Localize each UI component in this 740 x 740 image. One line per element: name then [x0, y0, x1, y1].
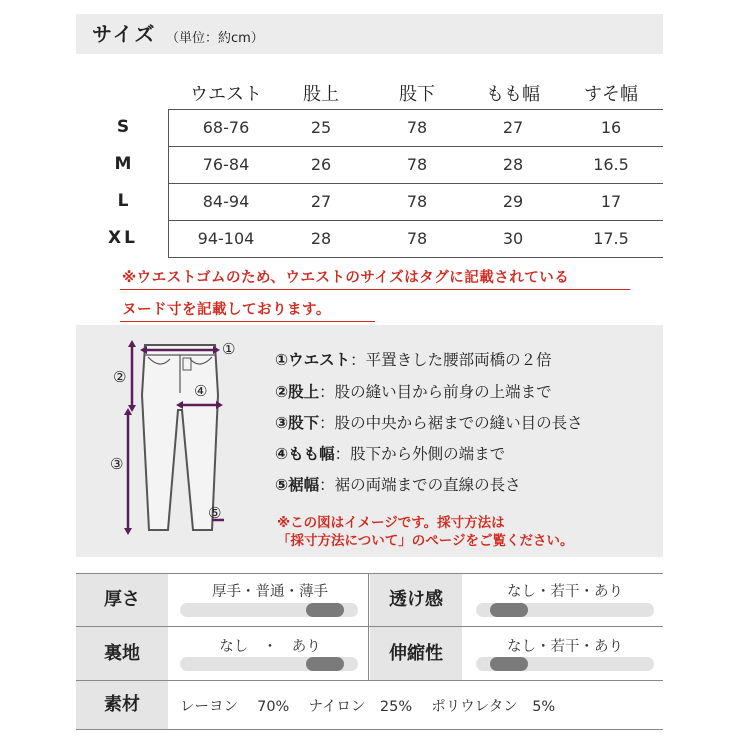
- row-size-label: XL: [108, 228, 138, 248]
- thickness-indicator: [306, 603, 344, 617]
- note-underline: [120, 289, 630, 290]
- transparency-indicator: [490, 603, 528, 617]
- table-cell: 28: [502, 155, 524, 174]
- table-cell: 78: [406, 192, 428, 211]
- table-cell: 78: [406, 155, 428, 174]
- col-header-hem: すそ幅: [584, 84, 638, 105]
- desc-rise: ②股上：股の縫い目から前身の上端まで: [275, 383, 552, 401]
- col-header-thigh: もも幅: [486, 84, 540, 105]
- label-lining: 裏地: [76, 627, 168, 680]
- material-value: レーヨン 70% ナイロン 25% ポリウレタン 5%: [180, 699, 556, 715]
- marker-5: ⑤: [208, 504, 222, 522]
- waist-note-line2: ヌード寸を記載しております。: [122, 302, 331, 318]
- marker-3: ③: [110, 455, 124, 473]
- table-cell: 17.5: [593, 229, 629, 248]
- label-material: 素材: [76, 681, 168, 729]
- table-divider: [168, 220, 663, 221]
- table-cell: 76-84: [202, 155, 250, 174]
- note-underline: [120, 321, 375, 322]
- desc-hem: ⑤裾幅：裾の両端までの直線の長さ: [275, 476, 521, 494]
- col-header-rise: 股上: [303, 84, 339, 105]
- row-size-label: S: [116, 117, 130, 137]
- table-cell: 84-94: [202, 192, 250, 211]
- marker-4: ④: [194, 382, 208, 400]
- table-cell: 94-104: [197, 229, 255, 248]
- lining-options: なし ・ あり: [219, 639, 321, 655]
- diagram-note-line2: 「採寸方法について」のページをご覧ください。: [277, 533, 574, 549]
- desc-thigh: ④もも幅：股下から外側の端まで: [275, 445, 506, 463]
- table-cell: 30: [502, 229, 524, 248]
- lining-indicator: [306, 657, 344, 671]
- thickness-options: 厚手・普通・薄手: [212, 584, 328, 600]
- size-title: サイズ: [92, 22, 157, 46]
- table-divider: [168, 183, 663, 184]
- unit-label: （単位：約cm）: [166, 31, 264, 46]
- table-cell: 16: [600, 118, 622, 137]
- size-header-bar: [76, 14, 663, 54]
- table-cell: 78: [406, 229, 428, 248]
- marker-2: ②: [113, 368, 127, 386]
- table-cell: 68-76: [202, 118, 250, 137]
- transparency-options: なし・若干・あり: [507, 584, 623, 600]
- desc-inseam: ③股下：股の中央から裾までの縫い目の長さ: [275, 414, 583, 432]
- row-size-label: L: [117, 191, 129, 211]
- waist-note-line1: ※ウエストゴムのため、ウエストのサイズはタグに記載されている: [122, 270, 570, 286]
- table-cell: 28: [310, 229, 332, 248]
- table-cell: 17: [600, 192, 622, 211]
- table-vertical-divider: [168, 110, 169, 258]
- pants-diagram: [100, 335, 260, 535]
- attr-divider: [76, 729, 663, 730]
- attr-column-divider: [368, 574, 369, 680]
- col-header-waist: ウエスト: [190, 84, 262, 105]
- table-cell: 25: [310, 118, 332, 137]
- table-divider: [168, 257, 663, 258]
- table-cell: 27: [502, 118, 524, 137]
- label-thickness: 厚さ: [76, 574, 168, 626]
- stretch-options: なし・若干・あり: [507, 639, 623, 655]
- table-cell: 27: [310, 192, 332, 211]
- table-cell: 29: [502, 192, 524, 211]
- table-divider: [168, 109, 663, 110]
- desc-waist: ①ウエスト：平置きした腰部両橋の２倍: [275, 351, 552, 369]
- table-cell: 16.5: [593, 155, 629, 174]
- label-stretch: 伸縮性: [370, 627, 462, 680]
- table-cell: 78: [406, 118, 428, 137]
- col-header-inseam: 股下: [399, 84, 435, 105]
- table-divider: [168, 146, 663, 147]
- diagram-note-line1: ※この図はイメージです。採寸方法は: [277, 515, 505, 531]
- stretch-indicator: [490, 657, 528, 671]
- label-transparency: 透け感: [370, 574, 462, 626]
- table-cell: 26: [310, 155, 332, 174]
- row-size-label: M: [114, 154, 132, 174]
- marker-1: ①: [222, 340, 236, 358]
